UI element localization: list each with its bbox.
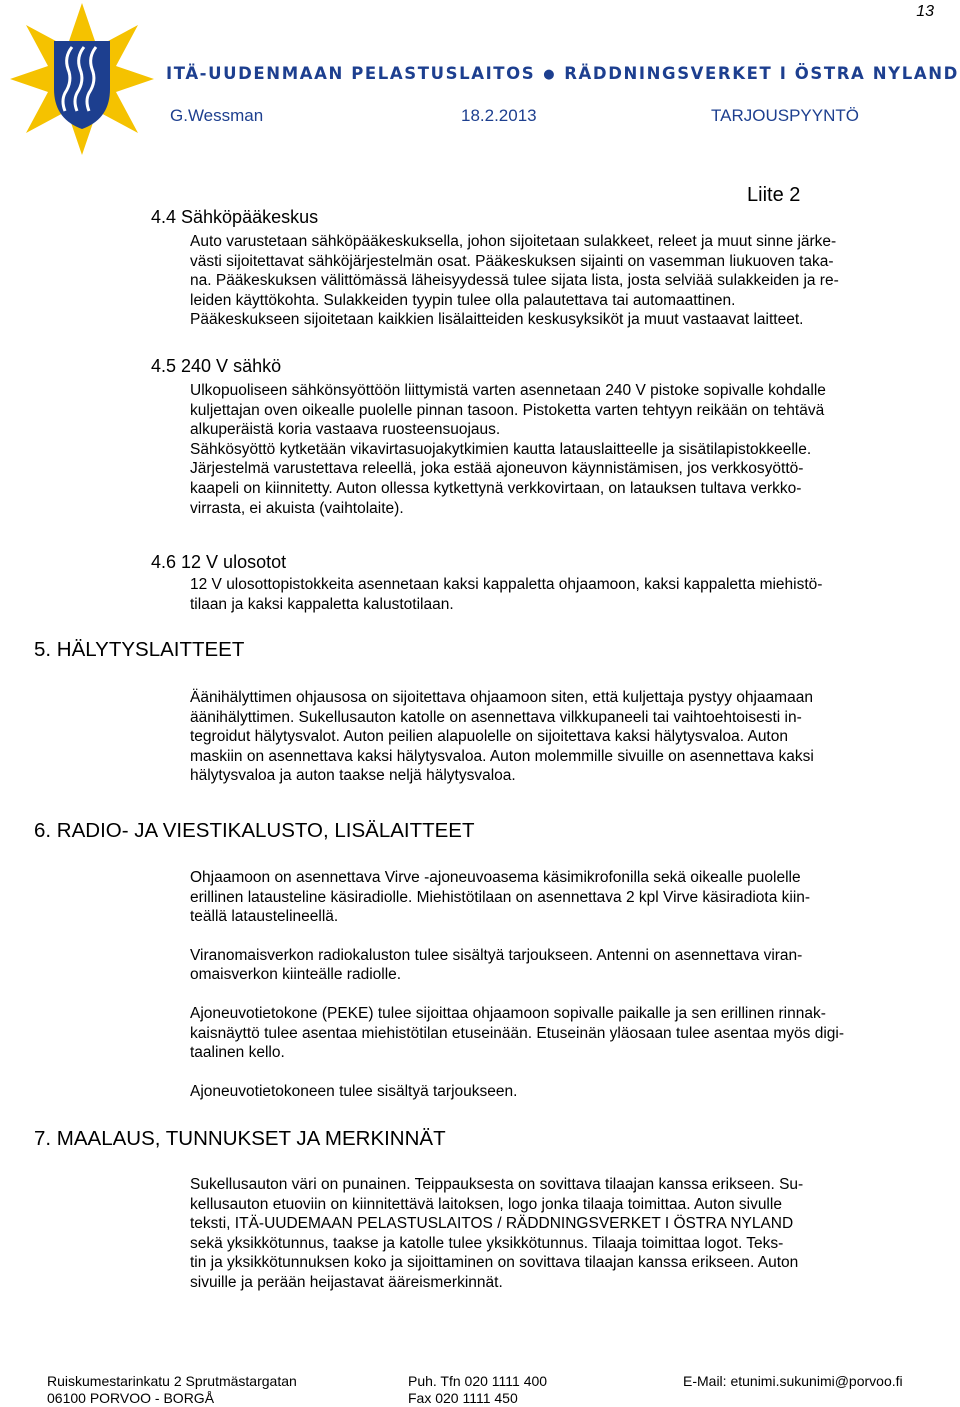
- section-4-4-title: 4.4 Sähköpääkeskus: [151, 207, 319, 227]
- text-line: alkuperäistä koria vastaava ruosteensuojaus.: [190, 421, 501, 439]
- section-5-title: 5. HÄLYTYSLAITTEET: [34, 638, 245, 661]
- section-4-5-title: 4.5 240 V sähkö: [151, 356, 282, 376]
- text-line: na. Pääkeskuksen välittömässä läheisyydessä tulee sijata lista, josta selviää sulakkeiden ja re-: [190, 272, 839, 290]
- text-line: omaisverkon kiinteälle radiolle.: [190, 966, 402, 984]
- text-line: virrasta, ei akuista (vaihtolaite).: [190, 499, 404, 517]
- text-line: Auto varustetaan sähköpääkeskuksella, johon sijoitetaan sulakkeet, releet ja muut sinne järke-: [190, 233, 837, 250]
- organization-name-fi: ITÄ-UUDENMAAN PELASTUSLAITOS: [166, 64, 536, 83]
- author: G.Wessman: [170, 106, 264, 125]
- rescue-department-logo-icon: [10, 3, 154, 155]
- section-7-title: 7. MAALAUS, TUNNUKSET JA MERKINNÄT: [34, 1127, 446, 1150]
- text-line: hälytysvaloa ja auton taakse neljä hälytysvaloa.: [190, 767, 516, 785]
- footer-email: E-Mail: etunimi.sukunimi@porvoo.fi: [683, 1373, 903, 1389]
- footer-phone-fax: [408, 1373, 547, 1407]
- section-6-body: [190, 868, 960, 1101]
- text-line: sekä yksikkötunnus, taakse ja katolle tulee yksikkötunnus. Tilaaja toimittaa logot. Teks-: [190, 1234, 784, 1252]
- text-line: erillinen latausteline käsiradiolle. Miehistötilaan on asennettava 2 kpl Virve käsiradiota kiin-: [190, 888, 811, 906]
- document-type: TARJOUSPYYNTÖ: [711, 106, 859, 125]
- text-line: Ajoneuvotietokone (PEKE) tulee sijoittaa ohjaamoon sopivalle paikalle ja sen erillinen rinnak-: [190, 1004, 826, 1022]
- text-line: Järjestelmä varustettava releellä, joka estää ajoneuvon käynnistämisen, jos verkkosyöttö-: [190, 460, 804, 478]
- footer-fax: Fax 020 1111 450: [408, 1390, 518, 1406]
- section-4-5-body: [190, 381, 960, 518]
- text-line: leiden käyttökohta. Sulakkeiden tyypin tulee olla palautettava tai automaattinen.: [190, 291, 736, 309]
- footer-address: [47, 1373, 297, 1407]
- text-line: tin ja yksikkötunnuksen koko ja sijoittaminen on sovittava tilaajan kanssa erikseen. Auton: [190, 1254, 799, 1272]
- text-line: tilaan ja kaksi kappaletta kalustotilaan.: [190, 595, 454, 613]
- section-4-6-body: [190, 575, 960, 614]
- section-6-title: 6. RADIO- JA VIESTIKALUSTO, LISÄLAITTEET: [34, 819, 475, 842]
- text-line: västi sijoitettavat sähköjärjestelmän osat. Pääkeskuksen sijainti on vasemman liukuoven taka-: [190, 252, 834, 270]
- document-date: 18.2.2013: [461, 106, 537, 125]
- text-line: Ajoneuvotietokoneen tulee sisältyä tarjoukseen.: [190, 1082, 518, 1100]
- section-4-4-body: [190, 232, 960, 330]
- section-4-6-title: 4.6 12 V ulosotot: [151, 552, 287, 572]
- footer-address-line: 06100 PORVOO - BORGÅ: [47, 1390, 215, 1406]
- text-line: kaapeli on kiinnitetty. Auton ollessa kytkettynä verkkovirtaan, on latauksen tultava verkko-: [190, 479, 802, 497]
- text-line: kuljettajan oven oikealle puolelle pinnan tasoon. Pistoketta varten tehtyyn reikään on tehtävä: [190, 401, 825, 419]
- text-line: kaisnäyttö tulee asentaa miehistötilan etuseinään. Etuseinän yläosaan tulee asentaa myös digi-: [190, 1024, 844, 1042]
- text-line: Ohjaamoon on asennettava Virve -ajoneuvoasema käsimikrofonilla sekä oikealle puolelle: [190, 869, 801, 886]
- footer-phone: Puh. Tfn 020 1111 400: [408, 1373, 548, 1389]
- organization-name-sv: RÄDDNINGSVERKET I ÖSTRA NYLAND: [564, 64, 959, 83]
- text-line: maskiin on asennettava kaksi hälytysvaloa. Auton molemmille sivuille on asennettava kaksi: [190, 747, 814, 765]
- bullet-icon: ●: [543, 67, 557, 82]
- text-line: teällä lataustelineellä.: [190, 908, 339, 926]
- footer-address-line: Ruiskumestarinkatu 2 Sprutmästargatan: [47, 1373, 297, 1389]
- organization-name: [166, 64, 959, 83]
- text-line: teksti, ITÄ-UUDEMAAN PELASTUSLAITOS / RÄDDNINGSVERKET I ÖSTRA NYLAND: [190, 1215, 794, 1233]
- text-line: Viranomaisverkon radiokaluston tulee sisältyä tarjoukseen. Antenni on asennettava viran-: [190, 946, 803, 964]
- text-line: sivuille ja perään heijastavat ääreismerkinnät.: [190, 1273, 503, 1291]
- appendix-label: Liite 2: [747, 184, 801, 206]
- section-7-body: [190, 1175, 960, 1293]
- text-line: Pääkeskukseen sijoitetaan kaikkien lisälaitteiden keskusyksiköt ja muut vastaavat laitteet.: [190, 311, 804, 329]
- text-line: Sähkösyöttö kytketään vikavirtasuojakytkimien kautta latauslaitteelle ja sisätilapistokkeelle.: [190, 440, 812, 458]
- text-line: kellusauton etuoviin on kiinnitettävä laitoksen, logo jonka tilaaja toimittaa. Auton sivulle: [190, 1195, 782, 1213]
- text-line: Ulkopuoliseen sähkönsyöttöön liittymistä varten asennetaan 240 V pistoke sopivalle kohdalle: [190, 382, 826, 399]
- text-line: äänihälyttimen. Sukellusauton katolle on asennettava vilkkupaneeli tai vaihtoehtoisesti in-: [190, 708, 802, 726]
- page-number: 13: [916, 3, 934, 20]
- text-line: 12 V ulosottopistokkeita asennetaan kaksi kappaletta ohjaamoon, kaksi kappaletta miehistö-: [190, 576, 823, 593]
- text-line: taalinen kello.: [190, 1044, 285, 1062]
- text-line: Sukellusauton väri on punainen. Teippauksesta on sovittava tilaajan kanssa erikseen. Su-: [190, 1176, 804, 1193]
- section-5-body: [190, 688, 960, 786]
- text-line: tegroidut hälytysvalot. Auton peilien alapuolelle on sijoitettava kaksi hälytysvaloa. Auton: [190, 728, 788, 746]
- text-line: Äänihälyttimen ohjausosa on sijoitettava ohjaamoon siten, että kuljettaja pystyy ohjaamaan: [190, 689, 813, 706]
